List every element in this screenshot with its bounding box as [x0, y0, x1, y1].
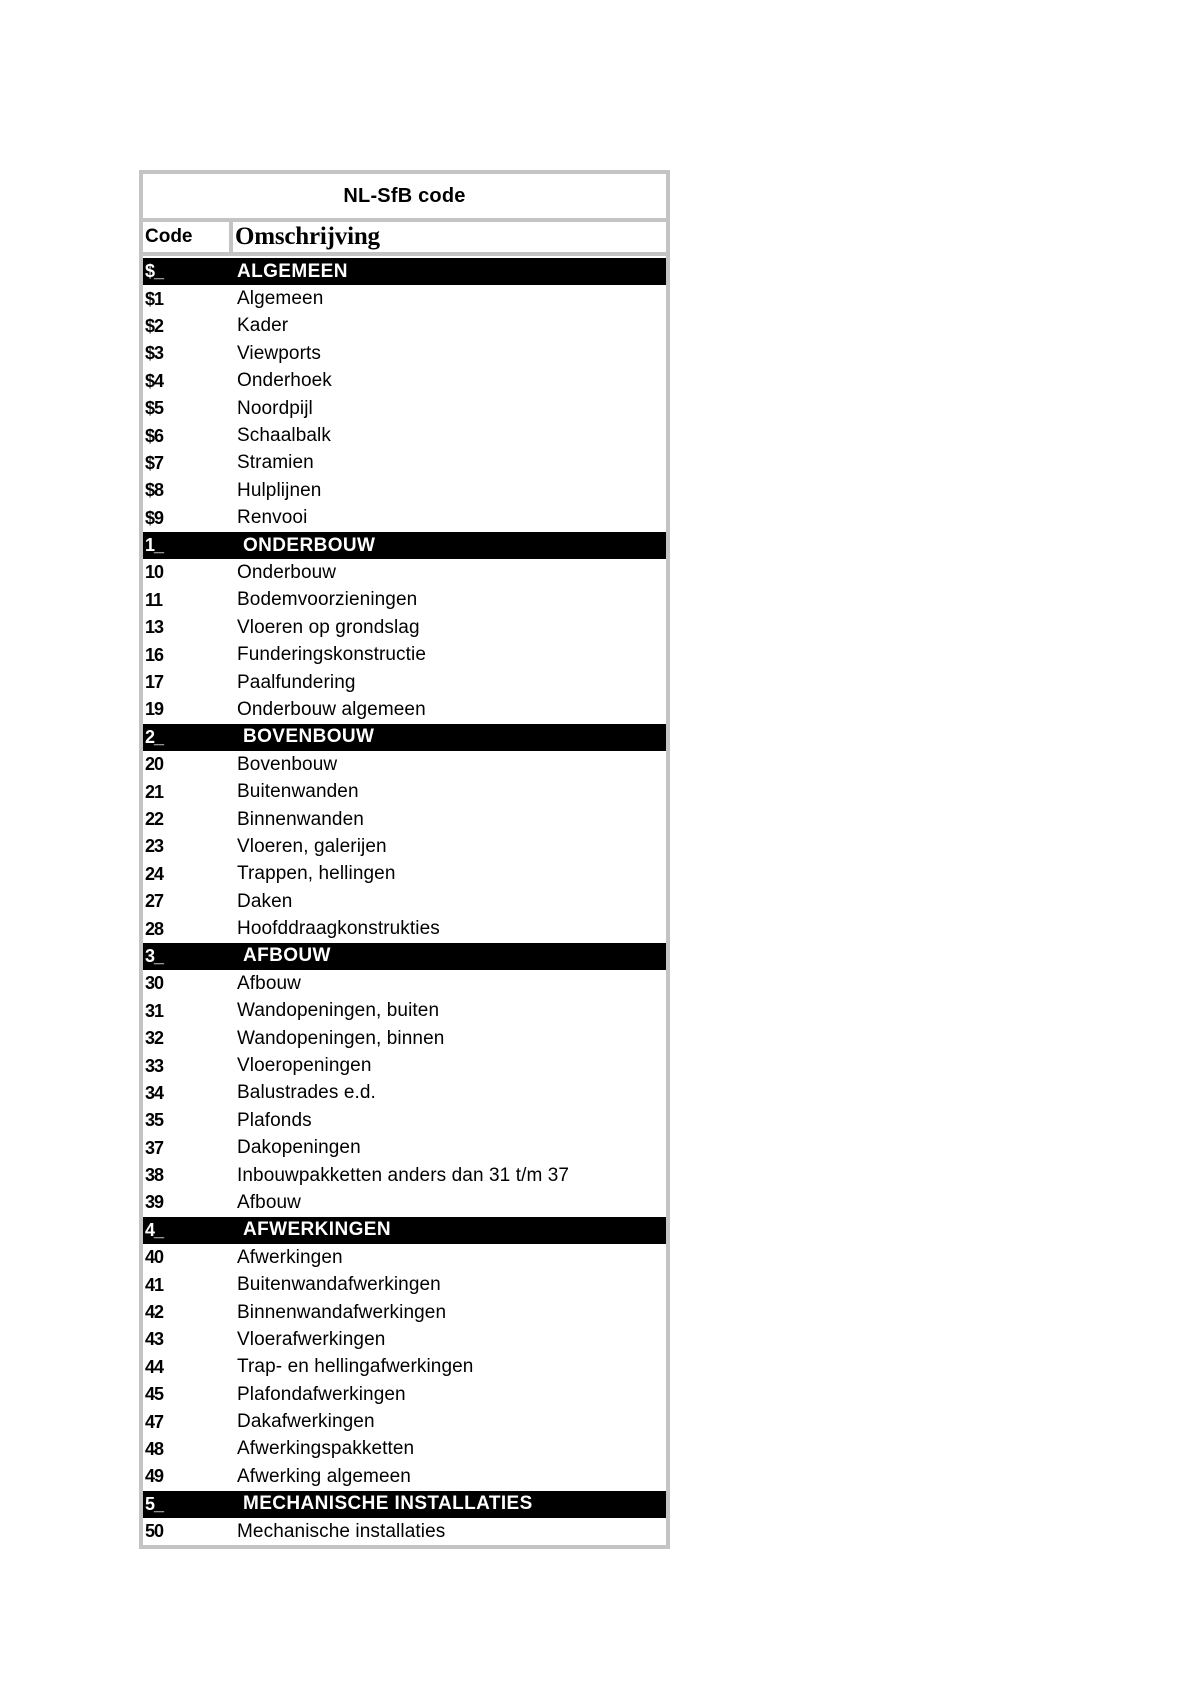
table-row [143, 1354, 666, 1381]
row-description: Afwerking algemeen [237, 1465, 411, 1487]
row-description: Kader [237, 315, 289, 337]
table-title: NL-SfB code [143, 174, 666, 222]
row-code: $8 [145, 480, 164, 501]
row-description: Trap- en hellingafwerkingen [237, 1356, 474, 1378]
table-row [143, 641, 666, 668]
table-row [143, 970, 666, 997]
table-row [143, 861, 666, 888]
group-header-row [143, 1491, 666, 1518]
row-code: 47 [145, 1411, 164, 1432]
row-code: 38 [145, 1165, 164, 1186]
table-row [143, 1107, 666, 1134]
row-description: Plafonds [237, 1109, 312, 1131]
table-row [143, 559, 666, 586]
row-code: $7 [145, 452, 164, 473]
row-code: 20 [145, 754, 164, 775]
table-row [143, 1436, 666, 1463]
row-description: ONDERBOUW [243, 534, 376, 556]
table-row [143, 1189, 666, 1216]
row-code: $9 [145, 507, 164, 528]
row-description: Balustrades e.d. [237, 1082, 376, 1104]
table-row [143, 450, 666, 477]
row-code: 23 [145, 836, 164, 857]
table-row [143, 696, 666, 723]
row-code: 30 [145, 973, 164, 994]
table-row [143, 1052, 666, 1079]
row-description: Wandopeningen, binnen [237, 1027, 445, 1049]
row-description: Viewports [237, 342, 321, 364]
table-row [143, 422, 666, 449]
table-row [143, 587, 666, 614]
row-description: Bodemvoorzieningen [237, 589, 418, 611]
row-description: Vloeren, galerijen [237, 835, 387, 857]
nlsfb-code-table [139, 170, 670, 1549]
row-description: Vloerafwerkingen [237, 1328, 386, 1350]
row-code: $1 [145, 288, 164, 309]
table-row [143, 1135, 666, 1162]
row-code: $6 [145, 425, 164, 446]
row-description: Hoofddraagkonstrukties [237, 918, 440, 940]
row-description: Binnenwanden [237, 808, 364, 830]
row-code: 43 [145, 1329, 164, 1350]
row-code: $_ [145, 261, 164, 282]
table-row [143, 614, 666, 641]
row-description: Buitenwandafwerkingen [237, 1274, 441, 1296]
column-header-code: Code [143, 222, 233, 252]
row-code: $5 [145, 398, 164, 419]
row-description: Plafondafwerkingen [237, 1383, 406, 1405]
row-description: AFBOUW [243, 945, 331, 967]
row-code: 33 [145, 1055, 164, 1076]
table-row [143, 1381, 666, 1408]
row-description: MECHANISCHE INSTALLATIES [243, 1493, 533, 1515]
row-code: $2 [145, 315, 164, 336]
row-description: Mechanische installaties [237, 1520, 446, 1542]
row-description: Schaalbalk [237, 425, 331, 447]
table-row [143, 806, 666, 833]
row-description: Algemeen [237, 288, 324, 310]
table-row [143, 477, 666, 504]
row-description: Vloeropeningen [237, 1055, 372, 1077]
row-code: 28 [145, 918, 164, 939]
row-description: Onderbouw [237, 561, 337, 583]
row-code: 45 [145, 1384, 164, 1405]
row-description: Stramien [237, 452, 314, 474]
row-code: 37 [145, 1137, 164, 1158]
row-description: Afwerkingen [237, 1246, 343, 1268]
row-code: 24 [145, 863, 164, 884]
table-row [143, 915, 666, 942]
table-row [143, 888, 666, 915]
table-row [143, 833, 666, 860]
table-row [143, 1299, 666, 1326]
row-description: Daken [237, 890, 293, 912]
table-row [143, 285, 666, 312]
row-code: 16 [145, 644, 164, 665]
row-description: Afbouw [237, 972, 301, 994]
row-description: Inbouwpakketten anders dan 31 t/m 37 [237, 1164, 570, 1186]
row-description: Vloeren op grondslag [237, 616, 420, 638]
group-header-row [143, 724, 666, 751]
group-header-row [143, 1217, 666, 1244]
row-description: BOVENBOUW [243, 726, 375, 748]
table-row [143, 1162, 666, 1189]
row-description: Dakafwerkingen [237, 1411, 375, 1433]
row-code: 22 [145, 809, 164, 829]
row-code: 5_ [145, 1493, 164, 1514]
table-row [143, 1080, 666, 1107]
table-row [143, 751, 666, 778]
group-header-row [143, 532, 666, 559]
table-row [143, 1326, 666, 1353]
column-header-description: Omschrijving [235, 223, 380, 250]
row-code: 4_ [145, 1219, 164, 1240]
row-code: 50 [145, 1521, 164, 1542]
row-code: 39 [145, 1192, 164, 1213]
table-row [143, 1408, 666, 1435]
row-description: AFWERKINGEN [243, 1219, 391, 1241]
row-code: 27 [145, 891, 164, 912]
row-code: 1_ [145, 535, 164, 556]
table-row [143, 505, 666, 532]
row-code: 21 [145, 781, 164, 802]
row-code: $4 [145, 370, 164, 391]
table-row [143, 1025, 666, 1052]
row-description: Afwerkingspakketten [237, 1438, 415, 1460]
row-code: 11 [145, 589, 163, 610]
table-row [143, 313, 666, 340]
table-row [143, 998, 666, 1025]
row-description: Bovenbouw [237, 753, 338, 775]
row-description: Dakopeningen [237, 1137, 361, 1159]
row-code: 10 [145, 562, 164, 583]
table-row [143, 368, 666, 395]
row-description: Onderbouw algemeen [237, 698, 426, 720]
row-description: Paalfundering [237, 671, 356, 693]
row-code: 31 [145, 1000, 164, 1021]
row-description: Afbouw [237, 1191, 301, 1213]
group-header-row [143, 943, 666, 970]
table-row [143, 340, 666, 367]
row-code: 17 [145, 672, 164, 693]
row-code: 42 [145, 1302, 164, 1323]
table-row [143, 1518, 666, 1545]
row-code: 13 [145, 617, 164, 638]
table-body [143, 256, 666, 1545]
row-code: 40 [145, 1247, 164, 1268]
row-code: 3_ [145, 945, 164, 966]
row-description: Wandopeningen, buiten [237, 1000, 440, 1022]
table-row [143, 669, 666, 696]
row-code: 32 [145, 1028, 164, 1049]
row-code: $3 [145, 343, 164, 364]
row-code: 35 [145, 1110, 164, 1131]
row-description: Onderhoek [237, 370, 332, 392]
row-description: ALGEMEEN [237, 260, 348, 282]
row-code: 34 [145, 1082, 164, 1103]
group-header-row [143, 258, 666, 285]
column-header-row [143, 222, 666, 256]
row-description: Noordpijl [237, 397, 313, 419]
table-row [143, 1271, 666, 1298]
row-description: Binnenwandafwerkingen [237, 1301, 447, 1323]
table-row [143, 1244, 666, 1271]
row-code: 19 [145, 699, 164, 720]
table-row [143, 395, 666, 422]
row-code: 48 [145, 1438, 164, 1459]
row-code: 49 [145, 1466, 164, 1487]
table-row [143, 778, 666, 805]
row-code: 41 [145, 1274, 164, 1295]
row-description: Hulplijnen [237, 479, 322, 501]
row-description: Renvooi [237, 507, 308, 529]
table-row [143, 1463, 666, 1490]
row-code: 44 [145, 1356, 164, 1377]
row-code: 2_ [145, 726, 164, 747]
row-description: Trappen, hellingen [237, 863, 396, 885]
row-description: Funderingskonstructie [237, 644, 427, 666]
row-description: Buitenwanden [237, 781, 359, 803]
